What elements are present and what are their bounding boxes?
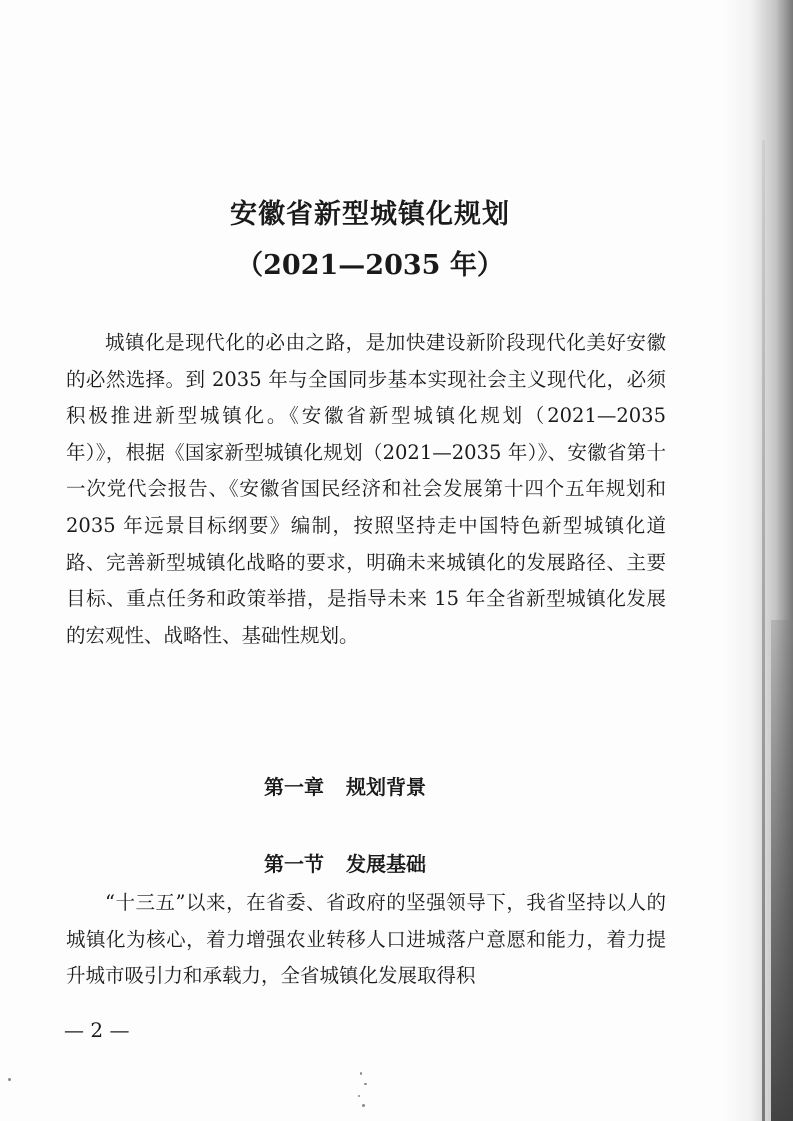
section-heading (0, 848, 690, 877)
page-edge-line (762, 140, 765, 1121)
chapter-title: 规划背景 (346, 775, 426, 799)
intro-paragraph: 城镇化是现代化的必由之路，是加快建设新阶段现代化美好安徽的必然选择。到 2035 年与全国同步基本实现社会主义现代化，必须积极推进新型城镇化。《安徽省新型城镇化规划（2021—2035 年）》，根据《国家新型城镇化规划（2021—2035 年）》、安徽省第十一次党代会报告、《安徽省国民经济和社会发展第十四个五年规划和 2035 年远景目标纲要》编制，按照坚持走中国特色新型城镇化道路、完善新型城镇化战略的要求，明确未来城镇化的发展路径、主要目标、重点任务和政策举措，是指导未来 15 年全省新型城镇化发展的宏观性、战略性、基础性规划。 (66, 331, 666, 647)
document-subtitle: （2021—2035 年） (236, 250, 504, 281)
scan-speck (362, 1104, 365, 1107)
section-number: 第一节 (264, 852, 324, 876)
body-paragraph: “十三五”以来，在省委、省政府的坚强领导下，我省坚持以人的城镇化为核心，着力增强农业转移人口进城落户意愿和能力，着力提升城市吸引力和承载力，全省城镇化发展取得积 (66, 891, 666, 988)
scan-speck (8, 1078, 11, 1081)
chapter-heading (0, 771, 690, 800)
document-title: 安徽省新型城镇化规划 (230, 199, 510, 230)
chapter-number: 第一章 (264, 775, 324, 799)
scan-speck (358, 1095, 360, 1097)
page-number: — 2 — (64, 1018, 130, 1042)
section-title: 发展基础 (346, 852, 426, 876)
scan-speck (364, 1083, 367, 1085)
scan-speck (360, 1072, 362, 1075)
page-edge-dark (771, 620, 793, 1121)
